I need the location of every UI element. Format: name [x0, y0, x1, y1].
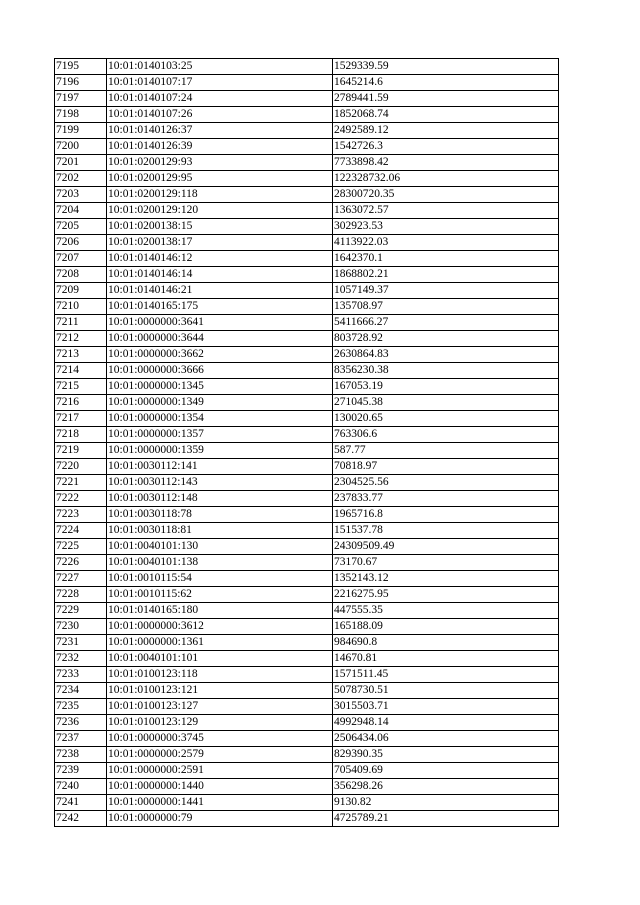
- value-cell: 1529339.59: [333, 59, 559, 75]
- row-number-cell: 7215: [55, 379, 107, 395]
- value-cell: 447555.35: [333, 603, 559, 619]
- value-cell: 1363072.57: [333, 203, 559, 219]
- row-number-cell: 7198: [55, 107, 107, 123]
- cadastral-number-cell: 10:01:0100123:127: [107, 699, 333, 715]
- value-cell: 2304525.56: [333, 475, 559, 491]
- row-number-cell: 7201: [55, 155, 107, 171]
- value-cell: 705409.69: [333, 763, 559, 779]
- value-cell: 165188.09: [333, 619, 559, 635]
- table-row: [55, 75, 559, 91]
- value-cell: 167053.19: [333, 379, 559, 395]
- cadastral-number-cell: 10:01:0000000:3612: [107, 619, 333, 635]
- table-row: [55, 587, 559, 603]
- cadastral-number-cell: 10:01:0000000:2579: [107, 747, 333, 763]
- value-cell: 2630864.83: [333, 347, 559, 363]
- row-number-cell: 7229: [55, 603, 107, 619]
- table-row: [55, 715, 559, 731]
- row-number-cell: 7234: [55, 683, 107, 699]
- row-number-cell: 7197: [55, 91, 107, 107]
- value-cell: 4992948.14: [333, 715, 559, 731]
- row-number-cell: 7210: [55, 299, 107, 315]
- table-row: [55, 795, 559, 811]
- value-cell: 356298.26: [333, 779, 559, 795]
- table-row: [55, 331, 559, 347]
- cadastral-number-cell: 10:01:0200129:95: [107, 171, 333, 187]
- row-number-cell: 7206: [55, 235, 107, 251]
- table-row: [55, 363, 559, 379]
- table-body: [55, 59, 559, 827]
- value-cell: 9130.82: [333, 795, 559, 811]
- cadastral-number-cell: 10:01:0100123:129: [107, 715, 333, 731]
- table-row: [55, 683, 559, 699]
- value-cell: 2216275.95: [333, 587, 559, 603]
- row-number-cell: 7217: [55, 411, 107, 427]
- row-number-cell: 7222: [55, 491, 107, 507]
- row-number-cell: 7230: [55, 619, 107, 635]
- cadastral-number-cell: 10:01:0140165:180: [107, 603, 333, 619]
- cadastral-number-cell: 10:01:0000000:2591: [107, 763, 333, 779]
- cadastral-number-cell: 10:01:0140146:12: [107, 251, 333, 267]
- row-number-cell: 7236: [55, 715, 107, 731]
- table-row: [55, 91, 559, 107]
- table-row: [55, 395, 559, 411]
- value-cell: 1352143.12: [333, 571, 559, 587]
- table-row: [55, 155, 559, 171]
- value-cell: 5411666.27: [333, 315, 559, 331]
- value-cell: 1642370.1: [333, 251, 559, 267]
- row-number-cell: 7240: [55, 779, 107, 795]
- value-cell: 130020.65: [333, 411, 559, 427]
- cadastral-number-cell: 10:01:0100123:121: [107, 683, 333, 699]
- cadastral-number-cell: 10:01:0030112:143: [107, 475, 333, 491]
- table-row: [55, 635, 559, 651]
- table-row: [55, 491, 559, 507]
- value-cell: 271045.38: [333, 395, 559, 411]
- cadastral-number-cell: 10:01:0140146:14: [107, 267, 333, 283]
- cadastral-number-cell: 10:01:0200138:15: [107, 219, 333, 235]
- table-row: [55, 699, 559, 715]
- value-cell: 587.77: [333, 443, 559, 459]
- value-cell: 4725789.21: [333, 811, 559, 827]
- table-row: [55, 507, 559, 523]
- cadastral-number-cell: 10:01:0140165:175: [107, 299, 333, 315]
- table-row: [55, 187, 559, 203]
- row-number-cell: 7213: [55, 347, 107, 363]
- cadastral-number-cell: 10:01:0200129:120: [107, 203, 333, 219]
- row-number-cell: 7218: [55, 427, 107, 443]
- row-number-cell: 7216: [55, 395, 107, 411]
- cadastral-number-cell: 10:01:0140107:17: [107, 75, 333, 91]
- table-row: [55, 571, 559, 587]
- row-number-cell: 7212: [55, 331, 107, 347]
- value-cell: 1571511.45: [333, 667, 559, 683]
- cadastral-number-cell: 10:01:0140126:39: [107, 139, 333, 155]
- value-cell: 1965716.8: [333, 507, 559, 523]
- table-row: [55, 123, 559, 139]
- value-cell: 829390.35: [333, 747, 559, 763]
- table-row: [55, 443, 559, 459]
- row-number-cell: 7227: [55, 571, 107, 587]
- row-number-cell: 7220: [55, 459, 107, 475]
- cadastral-number-cell: 10:01:0200138:17: [107, 235, 333, 251]
- value-cell: 1057149.37: [333, 283, 559, 299]
- row-number-cell: 7228: [55, 587, 107, 603]
- table-row: [55, 555, 559, 571]
- row-number-cell: 7225: [55, 539, 107, 555]
- value-cell: 1645214.6: [333, 75, 559, 91]
- cadastral-number-cell: 10:01:0000000:1354: [107, 411, 333, 427]
- row-number-cell: 7202: [55, 171, 107, 187]
- value-cell: 2506434.06: [333, 731, 559, 747]
- table-row: [55, 603, 559, 619]
- cadastral-number-cell: 10:01:0100123:118: [107, 667, 333, 683]
- table-row: [55, 651, 559, 667]
- value-cell: 4113922.03: [333, 235, 559, 251]
- cadastral-number-cell: 10:01:0000000:1359: [107, 443, 333, 459]
- row-number-cell: 7242: [55, 811, 107, 827]
- table-row: [55, 747, 559, 763]
- table-row: [55, 539, 559, 555]
- table-row: [55, 315, 559, 331]
- cadastral-number-cell: 10:01:0030112:148: [107, 491, 333, 507]
- row-number-cell: 7203: [55, 187, 107, 203]
- value-cell: 302923.53: [333, 219, 559, 235]
- row-number-cell: 7208: [55, 267, 107, 283]
- value-cell: 73170.67: [333, 555, 559, 571]
- table-row: [55, 731, 559, 747]
- cadastral-number-cell: 10:01:0000000:3666: [107, 363, 333, 379]
- value-cell: 2492589.12: [333, 123, 559, 139]
- row-number-cell: 7224: [55, 523, 107, 539]
- cadastral-number-cell: 10:01:0000000:1361: [107, 635, 333, 651]
- value-cell: 1852068.74: [333, 107, 559, 123]
- row-number-cell: 7226: [55, 555, 107, 571]
- cadastral-number-cell: 10:01:0010115:54: [107, 571, 333, 587]
- row-number-cell: 7241: [55, 795, 107, 811]
- cadastral-number-cell: 10:01:0000000:1440: [107, 779, 333, 795]
- row-number-cell: 7221: [55, 475, 107, 491]
- row-number-cell: 7239: [55, 763, 107, 779]
- table-row: [55, 139, 559, 155]
- cadastral-number-cell: 10:01:0030112:141: [107, 459, 333, 475]
- cadastral-number-cell: 10:01:0010115:62: [107, 587, 333, 603]
- row-number-cell: 7223: [55, 507, 107, 523]
- row-number-cell: 7196: [55, 75, 107, 91]
- row-number-cell: 7205: [55, 219, 107, 235]
- row-number-cell: 7232: [55, 651, 107, 667]
- cadastral-number-cell: 10:01:0000000:1345: [107, 379, 333, 395]
- table-row: [55, 347, 559, 363]
- row-number-cell: 7207: [55, 251, 107, 267]
- value-cell: 70818.97: [333, 459, 559, 475]
- cadastral-number-cell: 10:01:0140107:24: [107, 91, 333, 107]
- value-cell: 1868802.21: [333, 267, 559, 283]
- table-row: [55, 523, 559, 539]
- cadastral-number-cell: 10:01:0000000:79: [107, 811, 333, 827]
- cadastral-number-cell: 10:01:0030118:78: [107, 507, 333, 523]
- value-cell: 5078730.51: [333, 683, 559, 699]
- cadastral-number-cell: 10:01:0000000:1349: [107, 395, 333, 411]
- row-number-cell: 7238: [55, 747, 107, 763]
- value-cell: 135708.97: [333, 299, 559, 315]
- table-row: [55, 107, 559, 123]
- value-cell: 3015503.71: [333, 699, 559, 715]
- value-cell: 2789441.59: [333, 91, 559, 107]
- cadastral-number-cell: 10:01:0200129:118: [107, 187, 333, 203]
- value-cell: 8356230.38: [333, 363, 559, 379]
- cadastral-number-cell: 10:01:0000000:3644: [107, 331, 333, 347]
- value-cell: 122328732.06: [333, 171, 559, 187]
- value-cell: 763306.6: [333, 427, 559, 443]
- table-row: [55, 811, 559, 827]
- value-cell: 984690.8: [333, 635, 559, 651]
- row-number-cell: 7199: [55, 123, 107, 139]
- row-number-cell: 7195: [55, 59, 107, 75]
- value-cell: 7733898.42: [333, 155, 559, 171]
- table-row: [55, 283, 559, 299]
- value-cell: 24309509.49: [333, 539, 559, 555]
- row-number-cell: 7200: [55, 139, 107, 155]
- cadastral-number-cell: 10:01:0140146:21: [107, 283, 333, 299]
- row-number-cell: 7231: [55, 635, 107, 651]
- row-number-cell: 7209: [55, 283, 107, 299]
- cadastral-number-cell: 10:01:0040101:101: [107, 651, 333, 667]
- table-row: [55, 667, 559, 683]
- cadastral-number-cell: 10:01:0000000:1441: [107, 795, 333, 811]
- row-number-cell: 7214: [55, 363, 107, 379]
- row-number-cell: 7235: [55, 699, 107, 715]
- cadastral-number-cell: 10:01:0140107:26: [107, 107, 333, 123]
- table-row: [55, 411, 559, 427]
- value-cell: 803728.92: [333, 331, 559, 347]
- value-cell: 151537.78: [333, 523, 559, 539]
- table-row: [55, 299, 559, 315]
- table-row: [55, 171, 559, 187]
- table-row: [55, 219, 559, 235]
- table-row: [55, 427, 559, 443]
- cadastral-number-cell: 10:01:0000000:3662: [107, 347, 333, 363]
- table-row: [55, 251, 559, 267]
- row-number-cell: 7211: [55, 315, 107, 331]
- table-row: [55, 619, 559, 635]
- table-row: [55, 59, 559, 75]
- cadastral-number-cell: 10:01:0140126:37: [107, 123, 333, 139]
- value-cell: 14670.81: [333, 651, 559, 667]
- cadastral-number-cell: 10:01:0000000:3745: [107, 731, 333, 747]
- value-cell: 28300720.35: [333, 187, 559, 203]
- data-table: [54, 58, 559, 827]
- cadastral-number-cell: 10:01:0040101:130: [107, 539, 333, 555]
- cadastral-number-cell: 10:01:0200129:93: [107, 155, 333, 171]
- table-row: [55, 267, 559, 283]
- row-number-cell: 7219: [55, 443, 107, 459]
- table-row: [55, 203, 559, 219]
- value-cell: 1542726.3: [333, 139, 559, 155]
- table-row: [55, 763, 559, 779]
- cadastral-number-cell: 10:01:0140103:25: [107, 59, 333, 75]
- row-number-cell: 7233: [55, 667, 107, 683]
- row-number-cell: 7237: [55, 731, 107, 747]
- cadastral-number-cell: 10:01:0000000:3641: [107, 315, 333, 331]
- table-row: [55, 379, 559, 395]
- table-row: [55, 475, 559, 491]
- cadastral-number-cell: 10:01:0000000:1357: [107, 427, 333, 443]
- table-row: [55, 779, 559, 795]
- value-cell: 237833.77: [333, 491, 559, 507]
- table-row: [55, 235, 559, 251]
- table-row: [55, 459, 559, 475]
- row-number-cell: 7204: [55, 203, 107, 219]
- cadastral-number-cell: 10:01:0030118:81: [107, 523, 333, 539]
- cadastral-number-cell: 10:01:0040101:138: [107, 555, 333, 571]
